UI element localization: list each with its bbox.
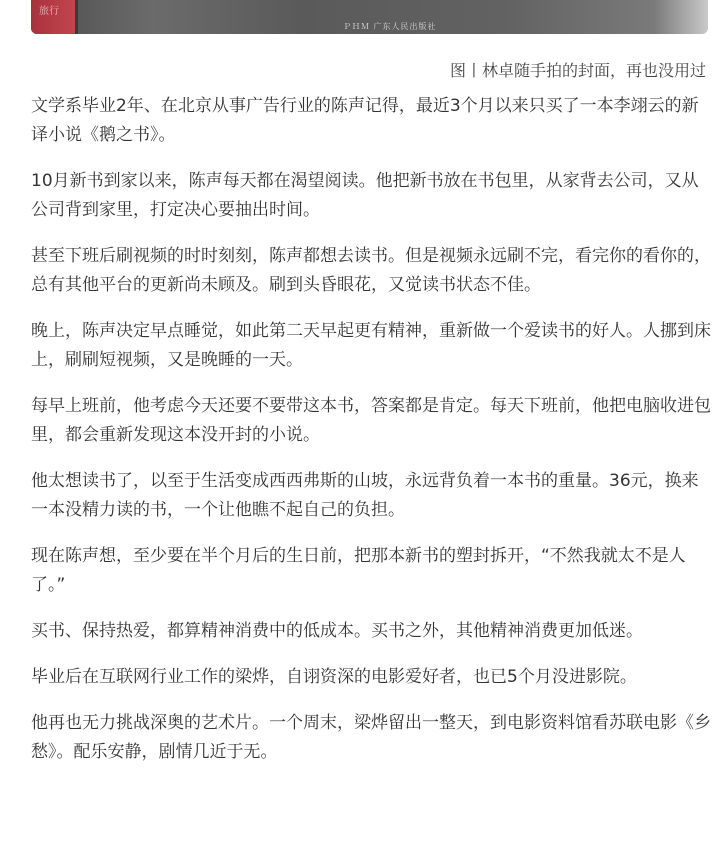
- article-body: [31, 92, 711, 784]
- cover-publisher-text: ＰＨＭ 广东人民出版社: [343, 22, 437, 31]
- paragraph: 毕业后在互联网行业工作的梁烨，自诩资深的电影爱好者，也已5个月没进影院。: [31, 667, 637, 687]
- paragraph: 10月新书到家以来，陈声每天都在渴望阅读。他把新书放在书包里，从家背去公司，又从公司背到家里，打定决心要抽出时间。: [31, 171, 699, 220]
- book-cover-photo: [31, 0, 708, 34]
- image-caption: 图丨林卓随手拍的封面，再也没用过: [449, 61, 706, 80]
- cover-red-spine: [31, 0, 75, 34]
- cover-spine-divider: [75, 0, 78, 34]
- paragraph: 文学系毕业2年、在北京从事广告行业的陈声记得，最近3个月以来只买了一本李翊云的新译小说《鹅之书》。: [31, 96, 699, 145]
- paragraph: 他太想读书了，以至于生活变成西西弗斯的山坡，永远背负着一本书的重量。36元，换来一本没精力读的书，一个让他瞧不起自己的负担。: [31, 471, 699, 520]
- paragraph: 买书、保持热爱，都算精神消费中的低成本。买书之外，其他精神消费更加低迷。: [31, 621, 643, 641]
- paragraph: 他再也无力挑战深奥的艺术片。一个周末，梁烨留出一整天，到电影资料馆看苏联电影《乡愁》。配乐安静，剧情几近于无。: [31, 713, 711, 762]
- paragraph: 每早上班前，他考虑今天还要不要带这本书，答案都是肯定。每天下班前，他把电脑收进包里，都会重新发现这本没开封的小说。: [31, 396, 711, 445]
- paragraph: 甚至下班后刷视频的时时刻刻，陈声都想去读书。但是视频永远刷不完，看完你的看你的，总有其他平台的更新尚未顾及。刷到头昏眼花，又觉读书状态不佳。: [31, 246, 711, 295]
- cover-spine-text: 旅行: [39, 6, 59, 17]
- paragraph: 现在陈声想，至少要在半个月后的生日前，把那本新书的塑封拆开，“不然我就太不是人了。”: [31, 546, 686, 595]
- paragraph: 晚上，陈声决定早点睡觉，如此第二天早起更有精神，重新做一个爱读书的好人。人挪到床上，刷刷短视频，又是晚睡的一天。: [31, 321, 711, 370]
